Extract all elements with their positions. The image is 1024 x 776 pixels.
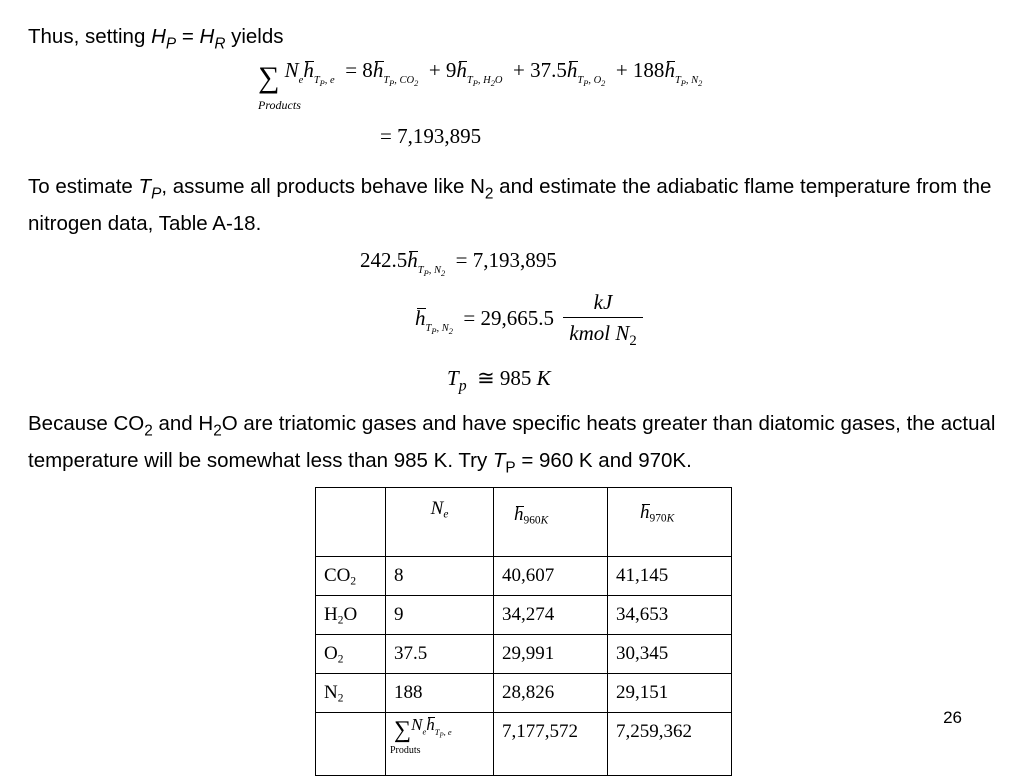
- h970-cell: 41,145: [608, 557, 732, 596]
- sum-970-cell: 7,259,362: [608, 713, 732, 776]
- enthalpy-sum-result: = 7,193,895: [380, 124, 482, 148]
- h970-cell: 34,653: [608, 596, 732, 635]
- triatomic-text: Because $CO_2$ and $H_2O$ are triatomic gases and have specific heats greater than diatomic gases, the actual temperature will be somewhat less than 985 K. Try $T_P = 960$ K and 970K.: [28, 412, 996, 477]
- table-row: [316, 557, 732, 596]
- table-sum-row: [316, 713, 732, 776]
- ne-cell: 9: [386, 596, 494, 635]
- sum-empty-cell: [316, 713, 386, 776]
- sum-subscript: Produts: [390, 745, 421, 756]
- h960-cell: 34,274: [494, 596, 608, 635]
- h960-cell: 29,991: [494, 635, 608, 674]
- species-cell: $N_2$: [316, 674, 386, 713]
- header-h960: $h_{960K}$: [494, 488, 608, 557]
- summation-symbol: ∑: [394, 717, 412, 743]
- table-header-row: [316, 488, 732, 557]
- table-row: [316, 635, 732, 674]
- h960-cell: 40,607: [494, 557, 608, 596]
- estimate-text: To estimate $T_P$, assume all products behave like $N_2$ and estimate the adiabatic flame temperature from the nitrogen data, Table A-18.: [28, 175, 992, 236]
- header-ne: $N_e$: [386, 488, 494, 557]
- enthalpy-table: [315, 487, 732, 776]
- page-number: 26: [943, 708, 962, 727]
- ne-cell: 188: [386, 674, 494, 713]
- h960-cell: 28,826: [494, 674, 608, 713]
- species-cell: $CO_2$: [316, 557, 386, 596]
- h970-cell: 30,345: [608, 635, 732, 674]
- table-row: [316, 596, 732, 635]
- flame-temperature-estimate: $T_p$ ≅ 985 K: [447, 366, 551, 395]
- summation-symbol: ∑: [258, 61, 280, 94]
- specific-enthalpy-equation: $h_{T_P, N_2} = 29,665.5$ $\frac{kJ}{kmol N_2}$: [415, 290, 643, 350]
- h970-cell: 29,151: [608, 674, 732, 713]
- ne-cell: 37.5: [386, 635, 494, 674]
- header-empty-cell: [316, 488, 386, 557]
- nitrogen-equation: $242.5h_{T_P, N_2} = 7,193,895$: [360, 248, 557, 278]
- intro-text: Thus, setting $H_P = H_R$ yields: [28, 25, 284, 53]
- enthalpy-sum-equation: ∑ Products $N_eh_{T_P, e} = 8h_{T_P, CO_2} + 9h_{T_P, H_2O} + 37.5h_{T_P, O_2} + 188h_{T_P, N_2}$: [258, 58, 703, 112]
- sum-960-cell: 7,177,572: [494, 713, 608, 776]
- sum-expression-cell: ∑ Produts $N_eh_{T_P, e}$: [386, 713, 494, 776]
- header-h970: $h_{970K}$: [608, 488, 732, 557]
- species-cell: $H_2O$: [316, 596, 386, 635]
- species-cell: $O_2$: [316, 635, 386, 674]
- table-row: [316, 674, 732, 713]
- units-fraction: $\frac{kJ}{kmol N_2}$: [563, 290, 642, 350]
- ne-cell: 8: [386, 557, 494, 596]
- sum-subscript: Products: [258, 98, 301, 112]
